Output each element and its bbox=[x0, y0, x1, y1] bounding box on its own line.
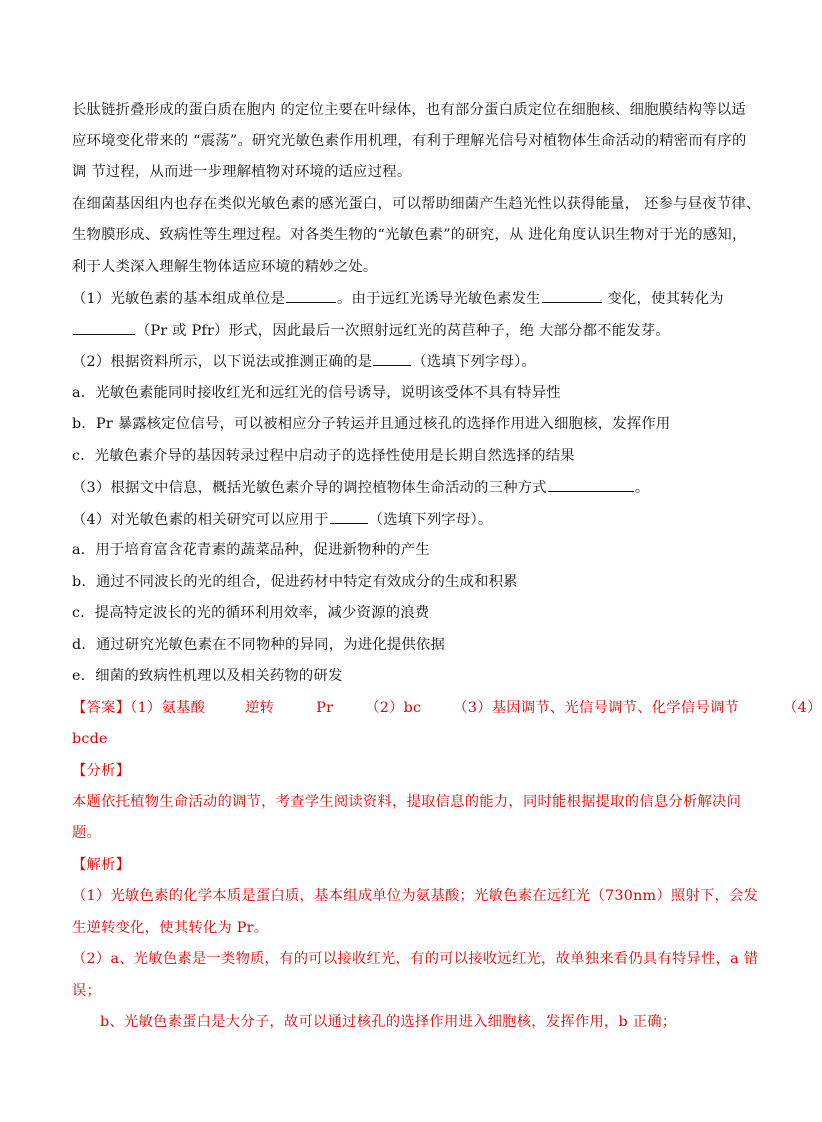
question-2-line bbox=[72, 351, 722, 372]
question-3-text: 。 bbox=[634, 480, 650, 496]
question-1-line bbox=[72, 320, 722, 341]
passage-line: 调 节过程，从而进一步理解植物对环境的适应过程。 bbox=[72, 164, 412, 180]
answer-line bbox=[72, 698, 822, 718]
explanation-line: b、光敏色素蛋白是大分子，故可以通过核孔的选择作用进入细胞核，发挥作用，b 正确； bbox=[100, 1014, 677, 1030]
option-c: c．提高特定波长的光的循环利用效率，减少资源的浪费 bbox=[72, 605, 430, 621]
question-1-line bbox=[72, 288, 722, 309]
question-4-text: （选填下列字母）。 bbox=[368, 512, 493, 528]
option-d: d．通过研究光敏色素在不同物种的异同，为进化提供依据 bbox=[72, 637, 446, 653]
analysis-line: 本题依托植物生命活动的调节，考查学生阅读资料，提取信息的能力，同时能根据提取的信息分析解决问 bbox=[72, 794, 742, 810]
option-c: c．光敏色素介导的基因转录过程中启动子的选择性使用是长期自然选择的结果 bbox=[72, 448, 575, 464]
answer-3: （3）基因调节、光信号调节、化学信号调节 bbox=[453, 700, 740, 716]
passage-line: 生物膜形成、致病性等生理过程。对各类生物的“光敏色素”的研究，从 进化角度认识生物对于光的感知， bbox=[72, 227, 747, 243]
question-2-text: （2）根据资料所示，以下说法或推测正确的是 bbox=[72, 354, 373, 370]
question-4-text: （4）对光敏色素的相关研究可以应用于 bbox=[72, 512, 329, 528]
analysis-label: 【分析】 bbox=[72, 763, 131, 779]
answer-blank bbox=[286, 288, 336, 303]
passage-line: 应环境变化带来的 “震荡”。研究光敏色素作用机理，有利于理解光信号对植物体生命活动的精密而有序的 bbox=[72, 133, 747, 149]
question-3-text: （3）根据文中信息，概括光敏色素介导的调控植物体生命活动的三种方式 bbox=[72, 480, 547, 496]
answer-4: （4） bbox=[783, 700, 822, 716]
answer-label: 【答案】 bbox=[72, 700, 131, 716]
passage-line: 长肽链折叠形成的蛋白质在胞内 的定位主要在叶绿体，也有部分蛋白质定位在细胞核、细胞膜结构等以适 bbox=[72, 102, 746, 118]
answer-1c: Pr bbox=[316, 700, 334, 716]
question-2-text: （选填下列字母）。 bbox=[412, 354, 537, 370]
explanation-line: 误； bbox=[72, 983, 102, 999]
passage-line: 在细菌基因组内也存在类似光敏色素的感光蛋白，可以帮助细菌产生趋光性以获得能量， 还参与昼夜节律、 bbox=[72, 196, 761, 212]
answer-blank bbox=[330, 509, 368, 524]
answer-line: bcde bbox=[72, 731, 108, 747]
answer-1: （1）氨基酸 bbox=[130, 700, 206, 716]
answer-blank bbox=[73, 320, 135, 335]
passage-line: 利于人类深入理解生物体适应环境的精妙之处。 bbox=[72, 259, 378, 275]
answer-blank bbox=[373, 351, 411, 366]
explanation-label: 【解析】 bbox=[72, 857, 131, 873]
question-1-text: （1）光敏色素的基本组成单位是 bbox=[72, 291, 286, 307]
answer-blank bbox=[548, 477, 634, 492]
option-b: b．通过不同波长的光的组合，促进药材中特定有效成分的生成和积累 bbox=[72, 574, 518, 590]
option-e: e．细菌的致病性机理以及相关药物的研发 bbox=[72, 668, 343, 684]
question-3-line bbox=[72, 477, 722, 498]
analysis-line: 题。 bbox=[72, 825, 102, 841]
explanation-line: 生逆转变化，使其转化为 Pr。 bbox=[72, 920, 269, 936]
option-b: b．Pr 暴露核定位信号，可以被相应分子转运并且通过核孔的选择作用进入细胞核，发挥作用 bbox=[72, 416, 671, 432]
option-a: a．光敏色素能同时接收红光和远红光的信号诱导，说明该受体不具有特异性 bbox=[72, 385, 561, 401]
question-1-text: 。由于远红光诱导光敏色素发生 bbox=[337, 291, 541, 307]
question-1-text: （Pr 或 Pfr）形式，因此最后一次照射远红光的莴苣种子，绝 大部分都不能发芽。 bbox=[136, 323, 670, 339]
question-1-text: 变化，使其转化为 bbox=[602, 291, 724, 307]
option-a: a．用于培育富含花青素的蔬菜品种，促进新物种的产生 bbox=[72, 542, 430, 558]
answer-2: （2）bc bbox=[365, 700, 422, 716]
answer-1b: 逆转 bbox=[245, 700, 275, 716]
explanation-line: （2）a、光敏色素是一类物质，有的可以接收红光，有的可以接收远红光，故单独来看仍具有特异性，a 错 bbox=[72, 951, 759, 967]
question-4-line bbox=[72, 509, 722, 530]
answer-blank bbox=[542, 288, 602, 303]
explanation-line: （1）光敏色素的化学本质是蛋白质，基本组成单位为氨基酸；光敏色素在远红光（730nm）照射下，会发 bbox=[72, 888, 759, 904]
